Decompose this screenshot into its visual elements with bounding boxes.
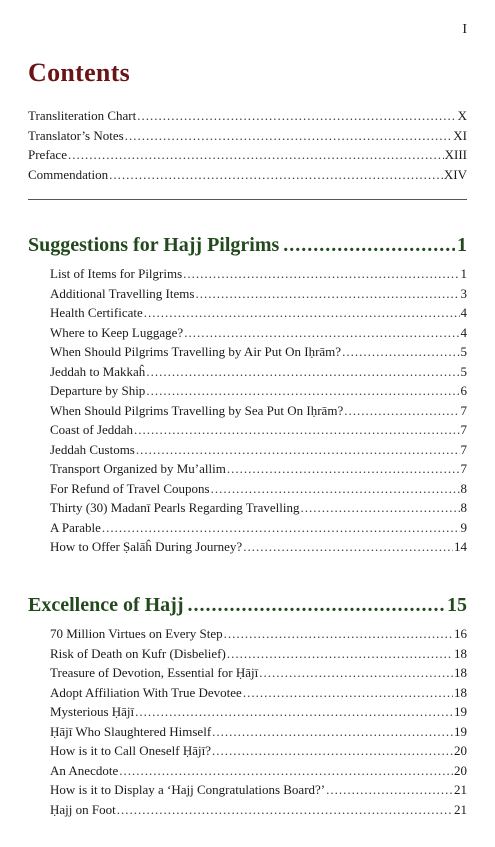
toc-entry-page: 18 bbox=[454, 645, 467, 661]
dot-leader bbox=[146, 362, 459, 382]
toc-entry-page: 9 bbox=[460, 519, 467, 535]
toc-entry-title: Transport Organized by Mu’allim bbox=[50, 461, 226, 476]
dot-leader bbox=[227, 459, 460, 479]
section-heading[interactable] bbox=[28, 590, 467, 620]
toc-entry-title: Health Certificate bbox=[50, 305, 143, 320]
toc-entry[interactable] bbox=[50, 702, 467, 722]
toc-entry-title: Treasure of Devotion, Essential for Ḥājī bbox=[50, 665, 259, 680]
section-page: 1 bbox=[457, 234, 467, 256]
toc-entry-title: An Anecdote bbox=[50, 762, 119, 778]
toc-entry[interactable] bbox=[50, 264, 467, 284]
toc-entry-title: Translator’s Notes bbox=[28, 127, 124, 143]
toc-entry-page: 7 bbox=[460, 461, 467, 476]
toc-entry[interactable] bbox=[50, 498, 467, 518]
toc-entry[interactable] bbox=[50, 440, 467, 460]
toc-entry-page: 5 bbox=[460, 363, 467, 379]
toc-entry-title: Departure by Ship bbox=[50, 383, 146, 398]
toc-entry[interactable] bbox=[28, 126, 467, 146]
dot-leader bbox=[184, 323, 459, 343]
toc-entry-page: XIV bbox=[443, 166, 467, 182]
toc-entry-title: A Parable bbox=[50, 519, 101, 535]
dot-leader bbox=[135, 702, 453, 722]
dot-leader bbox=[243, 683, 453, 703]
toc-entry[interactable] bbox=[50, 800, 467, 820]
toc-entry-title: List of Items for Pilgrims bbox=[50, 266, 183, 281]
toc-entry[interactable] bbox=[28, 165, 467, 185]
toc-entry[interactable] bbox=[50, 459, 467, 479]
toc-entry-page: 4 bbox=[460, 324, 467, 340]
dot-leader bbox=[224, 624, 453, 644]
dot-leader bbox=[283, 230, 455, 260]
page-title: Contents bbox=[28, 58, 131, 87]
toc-entry-title: Coast of Jeddah bbox=[50, 422, 134, 437]
toc-entry[interactable] bbox=[50, 381, 467, 401]
toc-entry-page: 21 bbox=[454, 782, 467, 797]
toc-entry-title: Adopt Affiliation With True Devotee bbox=[50, 684, 242, 700]
dot-leader bbox=[301, 498, 460, 518]
toc-entry-title: Jeddah to Makkaĥ bbox=[50, 363, 146, 379]
dot-leader bbox=[243, 537, 453, 557]
toc-entry-title: Where to Keep Luggage? bbox=[50, 324, 184, 340]
dot-leader bbox=[259, 663, 453, 683]
dot-leader bbox=[326, 780, 453, 800]
toc-entry-page: 16 bbox=[454, 626, 467, 641]
toc-entry[interactable] bbox=[28, 145, 467, 165]
toc-entry-title: When Should Pilgrims Travelling by Sea Put On Iḥrām? bbox=[50, 402, 344, 418]
toc-entry[interactable] bbox=[50, 683, 467, 703]
dot-leader bbox=[188, 590, 446, 620]
section-heading[interactable] bbox=[28, 230, 467, 260]
toc-entry[interactable] bbox=[50, 722, 467, 742]
toc-entry-title: When Should Pilgrims Travelling by Air Put On Iḥrām? bbox=[50, 344, 342, 359]
toc-entry[interactable] bbox=[50, 479, 467, 499]
toc-entry-page: 3 bbox=[460, 285, 467, 301]
toc-entry-title: How to Offer Ṣalāĥ During Journey? bbox=[50, 539, 243, 554]
toc-entry-title: Commendation bbox=[28, 166, 109, 182]
toc-entry-title: Risk of Death on Kufr (Disbelief) bbox=[50, 645, 226, 661]
dot-leader bbox=[136, 440, 460, 460]
toc-entry-page: 20 bbox=[454, 762, 467, 778]
toc-entry[interactable] bbox=[50, 780, 467, 800]
section-suggestions bbox=[28, 230, 467, 557]
toc-entry-title: Ḥājī Who Slaughtered Himself bbox=[50, 723, 212, 739]
toc-entry[interactable] bbox=[50, 761, 467, 781]
dot-leader bbox=[212, 722, 453, 742]
toc-entry[interactable] bbox=[28, 106, 467, 126]
toc-entry-title: Preface bbox=[28, 147, 67, 162]
toc-entry-page: 8 bbox=[460, 480, 467, 496]
toc-entry-title: Mysterious Ḥājī bbox=[50, 704, 135, 719]
section-excellence bbox=[28, 590, 467, 819]
toc-entry-page: 4 bbox=[460, 305, 467, 320]
toc-entry[interactable] bbox=[50, 303, 467, 323]
dot-leader bbox=[146, 381, 459, 401]
toc-entry[interactable] bbox=[50, 663, 467, 683]
section-title: Excellence of Hajj bbox=[28, 594, 184, 616]
dot-leader bbox=[102, 518, 460, 538]
toc-entry-page: XIII bbox=[444, 147, 467, 162]
dot-leader bbox=[227, 644, 453, 664]
toc-entry[interactable] bbox=[50, 362, 467, 382]
divider bbox=[28, 199, 467, 200]
front-matter-list bbox=[28, 106, 467, 184]
toc-entry-title: Thirty (30) Madanī Pearls Regarding Travelling bbox=[50, 500, 300, 515]
toc-entry[interactable] bbox=[50, 401, 467, 421]
toc-entry-page: 5 bbox=[460, 344, 467, 359]
dot-leader bbox=[119, 761, 453, 781]
toc-entry[interactable] bbox=[50, 323, 467, 343]
dot-leader bbox=[342, 342, 459, 362]
toc-entry-page: 19 bbox=[454, 723, 467, 739]
toc-entry-page: 7 bbox=[460, 402, 467, 418]
dot-leader bbox=[144, 303, 460, 323]
dot-leader bbox=[211, 479, 460, 499]
toc-entry-page: 20 bbox=[454, 743, 467, 758]
toc-entry-page: 18 bbox=[454, 684, 467, 700]
toc-entry-page: 18 bbox=[454, 665, 467, 680]
toc-entry-title: How is it to Call Oneself Ḥājī? bbox=[50, 743, 212, 758]
dot-leader bbox=[117, 800, 453, 820]
toc-entry[interactable] bbox=[50, 644, 467, 664]
dot-leader bbox=[134, 420, 459, 440]
toc-entry[interactable] bbox=[50, 284, 467, 304]
toc-entry-title: Ḥajj on Foot bbox=[50, 801, 116, 817]
dot-leader bbox=[344, 401, 459, 421]
toc-entry-page: 7 bbox=[460, 441, 467, 457]
section-items bbox=[50, 264, 467, 557]
toc-entry-page: 21 bbox=[454, 801, 467, 817]
toc-entry-title: Additional Travelling Items bbox=[50, 285, 195, 301]
toc-entry[interactable] bbox=[50, 342, 467, 362]
toc-entry-title: 70 Million Virtues on Every Step bbox=[50, 626, 223, 641]
toc-entry-title: For Refund of Travel Coupons bbox=[50, 480, 210, 496]
dot-leader bbox=[68, 145, 444, 165]
section-items bbox=[50, 624, 467, 819]
dot-leader bbox=[109, 165, 443, 185]
toc-entry[interactable] bbox=[50, 420, 467, 440]
toc-entry-page: XI bbox=[453, 127, 467, 143]
toc-entry-title: Transliteration Chart bbox=[28, 108, 137, 123]
dot-leader bbox=[195, 284, 459, 304]
section-page: 15 bbox=[447, 594, 467, 616]
section-title: Suggestions for Hajj Pilgrims bbox=[28, 234, 280, 256]
toc-entry-title: How is it to Display a ‘Hajj Congratulations Board?’ bbox=[50, 782, 326, 797]
toc-entry-page: 8 bbox=[460, 500, 467, 515]
toc-entry-page: 19 bbox=[454, 704, 467, 719]
dot-leader bbox=[125, 126, 453, 146]
page-number: I bbox=[462, 22, 467, 37]
toc-entry[interactable] bbox=[50, 518, 467, 538]
dot-leader bbox=[183, 264, 459, 284]
toc-entry-page: X bbox=[457, 108, 467, 123]
toc-entry-title: Jeddah Customs bbox=[50, 441, 135, 457]
dot-leader bbox=[137, 106, 456, 126]
toc-entry-page: 14 bbox=[454, 539, 467, 554]
toc-entry-page: 1 bbox=[460, 266, 467, 281]
toc-entry[interactable] bbox=[50, 537, 467, 557]
toc-entry[interactable] bbox=[50, 624, 467, 644]
toc-entry-page: 6 bbox=[460, 383, 467, 398]
toc-entry[interactable] bbox=[50, 741, 467, 761]
dot-leader bbox=[212, 741, 453, 761]
toc-entry-page: 7 bbox=[460, 422, 467, 437]
